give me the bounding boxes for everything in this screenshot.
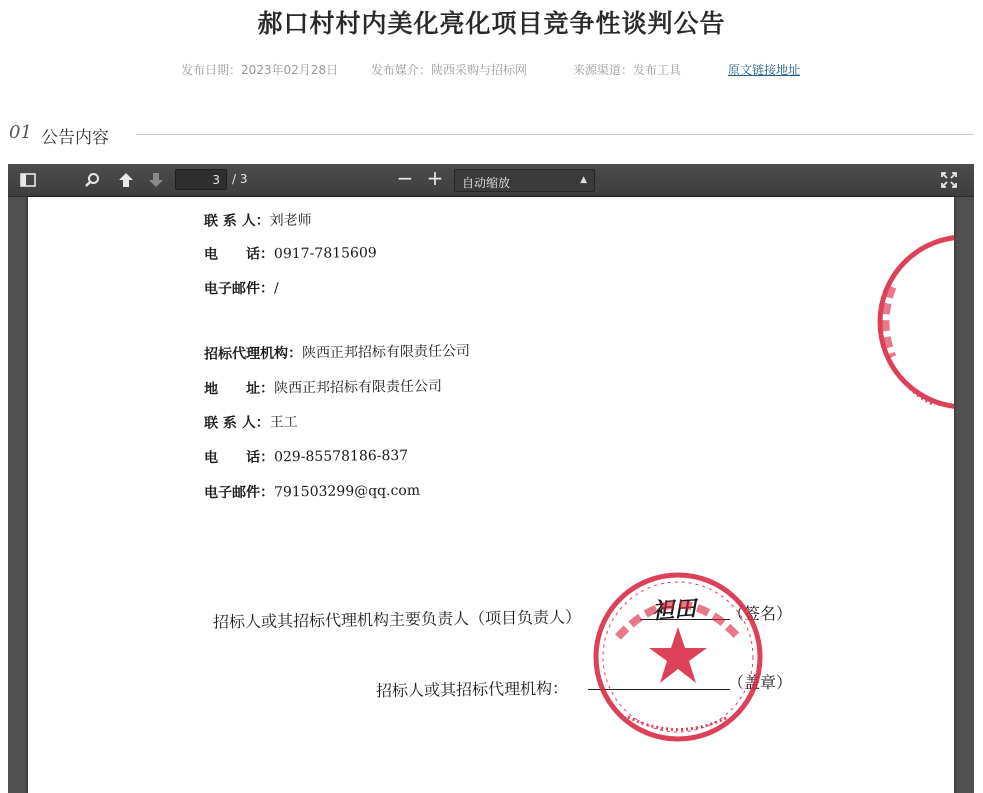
agency-address-label: 地 址： (203, 380, 275, 398)
pdf-page (28, 197, 954, 793)
handwritten-signature: 袒田 (651, 595, 697, 625)
agency-phone-line (204, 445, 408, 467)
arrow-up-icon[interactable] (115, 170, 137, 190)
section-header (9, 122, 974, 146)
buyer-contact-line (204, 209, 312, 230)
buyer-phone-value: 0917-7815609 (273, 245, 377, 263)
section-label: 公告内容 (41, 128, 109, 148)
buyer-email-line (204, 278, 279, 299)
agency-phone-label: 电 话： (203, 449, 275, 467)
zoom-in-button[interactable]: + (426, 166, 444, 190)
buyer-email-label: 电子邮件： (203, 280, 275, 298)
publish-date: 发布日期：2023年02月28日 (181, 63, 339, 77)
buyer-contact-value: 刘老师 (269, 212, 312, 229)
zoom-select-value: 自动缩放 (462, 176, 511, 190)
page-title: 郝口村村内美化亮化项目竞争性谈判公告 (257, 9, 726, 38)
agency-name-value: 陕西正邦招标有限责任公司 (301, 343, 471, 362)
agency-email-line (204, 480, 420, 503)
meta-row (0, 61, 983, 77)
agency-address-value: 陕西正邦招标有限责任公司 (273, 378, 443, 397)
pdf-toolbar (8, 164, 974, 197)
sign-note: （签名） (728, 604, 793, 623)
partial-seal-stamp (870, 227, 954, 417)
zoom-out-button[interactable]: − (396, 166, 414, 190)
agency-contact-line (204, 411, 298, 432)
seal-note: （盖章） (728, 673, 793, 692)
buyer-phone-label: 电 话： (203, 246, 275, 263)
buyer-email-value: / (273, 280, 279, 297)
agency-email-label: 电子邮件： (203, 484, 275, 502)
agency-phone-value: 029-85578186-837 (273, 447, 409, 466)
search-icon[interactable] (81, 170, 103, 190)
org-label-text: 招标人或其招标代理机构： (375, 678, 569, 701)
arrow-down-icon[interactable] (145, 170, 167, 190)
agency-name-line (204, 340, 470, 363)
section-divider (136, 134, 974, 135)
company-seal-stamp (588, 567, 768, 747)
page-number-input[interactable]: 3 (175, 169, 227, 190)
pdf-viewer (8, 164, 974, 793)
agency-name-label: 招标代理机构： (203, 345, 303, 363)
buyer-phone-line (204, 242, 377, 264)
zoom-select[interactable] (454, 169, 595, 192)
agency-email-value: 791503299@qq.com (273, 482, 421, 501)
section-number: 01 (9, 122, 32, 143)
org-line (376, 676, 568, 702)
source-channel: 来源渠道：发布工具 (573, 63, 682, 77)
fullscreen-icon[interactable] (938, 170, 960, 190)
agency-contact-label: 联 系 人： (203, 414, 270, 432)
responsible-person-line (213, 604, 581, 632)
buyer-contact-label: 联 系 人： (203, 212, 270, 230)
responsible-person-text: 招标人或其招标代理机构主要负责人（项目负责人） (212, 607, 582, 632)
sidebar-toggle-icon[interactable] (17, 170, 39, 190)
select-arrows-icon: ▲ (580, 175, 587, 185)
pdf-document-area[interactable] (8, 197, 974, 793)
source-link[interactable]: 原文链接地址 (728, 63, 801, 77)
publish-media: 发布媒介：陕西采购与招标网 (371, 63, 528, 77)
page-total: / 3 (232, 172, 248, 186)
agency-contact-value: 王工 (269, 414, 298, 431)
agency-address-line (204, 376, 442, 399)
